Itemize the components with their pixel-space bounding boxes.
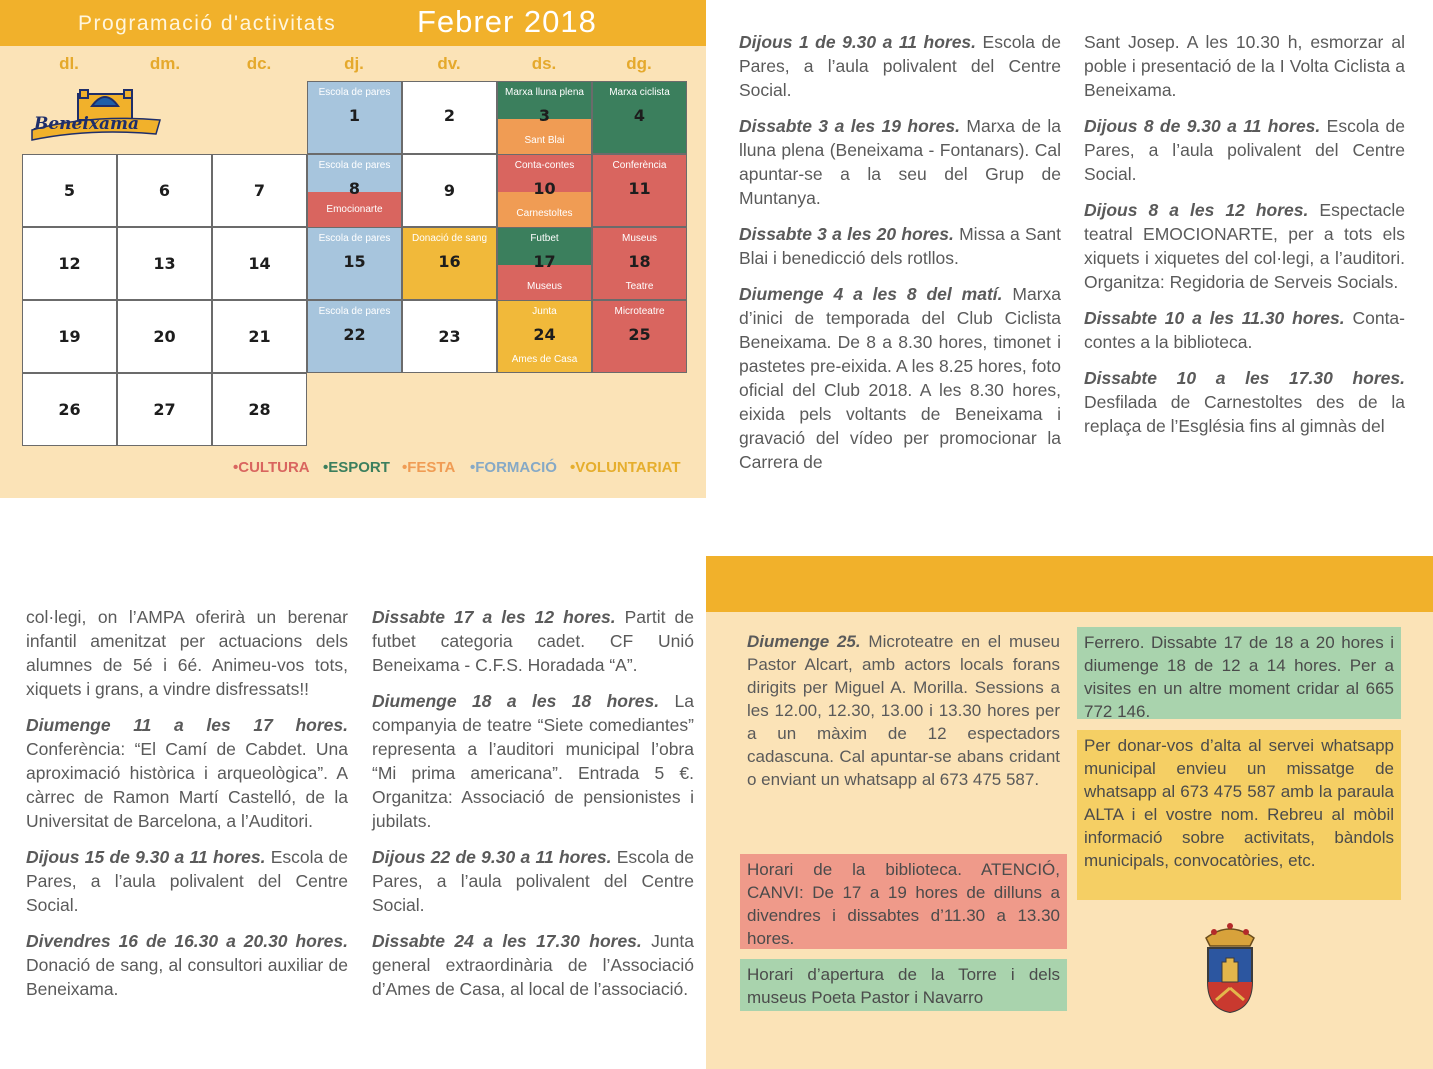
legend-esport: •ESPORT <box>323 459 390 476</box>
day-number: 18 <box>628 252 651 271</box>
day-event-2: Emocionarte <box>326 204 383 215</box>
day-1 <box>307 81 402 154</box>
weekday-mon: dl. <box>59 54 79 73</box>
event-desc: Espectacle teatral EMOCIONARTE, per a tots els xiquets i xiquetes del col·legi, a l’auditori. Organitza: Regidoria de Serveis Socials. <box>1084 200 1406 292</box>
day-event: Donació de sang <box>411 233 488 244</box>
event-entry <box>1084 30 1405 102</box>
day-12 <box>22 227 117 300</box>
legend-festa: •FESTA <box>402 459 456 476</box>
day-8 <box>307 154 402 227</box>
day-16 <box>402 227 497 300</box>
day-6 <box>117 154 212 227</box>
day-event: Marxa ciclista <box>609 87 670 98</box>
event-desc: col·legi, on l’AMPA oferirà un berenar infantil amenitzat per actuacions dels alumnes de 5é i 6é. Animeu-vos tots, xiquets i grans, a vindre disfressats!! <box>26 607 348 699</box>
tower-hours-box: Horari d’apertura de la Torre i dels museus Poeta Pastor i Navarro <box>740 959 1067 1011</box>
day-number: 13 <box>153 254 176 273</box>
day-18 <box>592 227 687 300</box>
info-panel-header <box>706 556 1433 612</box>
day-22 <box>307 300 402 373</box>
day-event-2: Sant Blai <box>524 135 565 146</box>
weekday-sat: ds. <box>531 54 557 73</box>
day-event: Escola de pares <box>318 233 391 244</box>
day-number: 20 <box>153 327 176 346</box>
event-date: Divendres 16 de 16.30 a 20.30 hores. <box>26 931 348 951</box>
event-date: Dijous 8 de 9.30 a 11 hores. <box>1084 116 1321 136</box>
day-event: Museus <box>621 233 657 244</box>
day-event-2: Museus <box>526 281 562 292</box>
day-3 <box>497 81 592 154</box>
day-11 <box>592 154 687 227</box>
event-entry <box>747 630 1060 791</box>
event-entry <box>1084 114 1405 186</box>
weekday-wed: dc. <box>246 54 272 73</box>
day-28 <box>212 373 307 446</box>
event-entry <box>1084 198 1405 294</box>
day-event: Conta-contes <box>514 160 575 171</box>
legend-cultura: •CULTURA <box>233 459 310 476</box>
event-entry <box>372 929 694 1001</box>
event-entry <box>1084 366 1405 438</box>
text-column-3 <box>26 605 348 1013</box>
day-7 <box>212 154 307 227</box>
whatsapp-box: Per donar-vos d’alta al servei whatsapp municipal envieu un missatge de whatsapp al 673 475 587 amb la paraula ALTA i el vostre nom. Rebreu al mòbil informació sobre activitats, bàndols municipals, convocatòries, etc. <box>1077 730 1401 900</box>
day-24 <box>497 300 592 373</box>
day-number: 23 <box>438 327 461 346</box>
event-entry <box>26 605 348 701</box>
weekday-sun: dg. <box>626 54 652 73</box>
text-column-5 <box>747 630 1060 803</box>
day-event: Futbet <box>530 233 559 244</box>
event-date: Dijous 15 de 9.30 a 11 hores. <box>26 847 266 867</box>
event-desc: Missa a Sant Blai i benedicció dels rotllos. <box>739 224 1061 268</box>
legend-voluntariat: •VOLUNTARIAT <box>570 459 681 476</box>
coat-of-arms-icon <box>1200 918 1260 1014</box>
day-15 <box>307 227 402 300</box>
day-event: Escola de pares <box>318 160 391 171</box>
day-number: 9 <box>443 181 456 200</box>
event-date: Dissabte 24 a les 17.30 hores. <box>372 931 642 951</box>
day-25 <box>592 300 687 373</box>
event-date: Diumenge 25. <box>747 632 861 651</box>
day-number: 8 <box>348 179 361 198</box>
event-desc: Conta-contes a la biblioteca. <box>1084 308 1405 352</box>
event-entry <box>26 845 348 917</box>
day-number: 19 <box>58 327 81 346</box>
event-date: Dijous 8 a les 12 hores. <box>1084 200 1309 220</box>
day-20 <box>117 300 212 373</box>
day-14 <box>212 227 307 300</box>
text-column-2 <box>1084 30 1405 450</box>
day-number: 24 <box>533 325 556 344</box>
library-hours-box: Horari de la biblioteca. ATENCIÓ, CANVI: De 17 a 19 hores de dilluns a divendres i dissabtes d’11.30 a 13.30 hores. <box>740 854 1067 949</box>
day-number: 16 <box>438 252 461 271</box>
day-17 <box>497 227 592 300</box>
weekday-thu: dj. <box>344 54 364 73</box>
event-date: Dissabte 10 a les 11.30 hores. <box>1084 308 1345 328</box>
event-date: Dissabte 3 a les 19 hores. <box>739 116 960 136</box>
event-desc: Donació de sang, al consultori auxiliar de Beneixama. <box>26 955 348 999</box>
event-entry <box>739 114 1061 210</box>
day-19 <box>22 300 117 373</box>
day-number: 28 <box>248 400 271 419</box>
event-desc: Partit de futbet categoria cadet. CF Unió Beneixama - C.F.S. Horadada “A”. <box>372 607 694 675</box>
day-number: 17 <box>533 252 556 271</box>
event-date: Diumenge 4 a les 8 del matí. <box>739 284 1003 304</box>
event-date: Diumenge 18 a les 18 hores. <box>372 691 660 711</box>
event-date: Dijous 22 de 9.30 a 11 hores. <box>372 847 612 867</box>
day-27 <box>117 373 212 446</box>
day-number: 5 <box>63 181 76 200</box>
event-entry <box>372 689 694 833</box>
museum-visits-box: Ferrero. Dissabte 17 de 18 a 20 hores i diumenge 18 de 12 a 14 hores. Per a visites en un altre moment cridar al 665 772 146. <box>1077 627 1401 719</box>
day-event: Conferència <box>612 160 667 171</box>
day-number: 22 <box>343 325 366 344</box>
legend-formacio: •FORMACIÓ <box>470 459 557 476</box>
event-desc: Escola de Pares, a l’aula polivalent del Centre Social. <box>1084 116 1405 184</box>
event-entry <box>739 282 1061 474</box>
event-entry <box>26 713 348 833</box>
event-date: Diumenge 11 a les 17 hores. <box>26 715 348 735</box>
day-21 <box>212 300 307 373</box>
event-desc: Marxa d’inici de temporada del Club Ciclista Beneixama. De 8 a 8.30 hores, timonet i pastetes pre-eixida. A les 8.25 hores, foto oficial del Club 2018. A les 8.30 hores, eixida pels voltants de Beneixama i gravació del vídeo per promocionar la Carrera de <box>739 284 1062 472</box>
logo-text: Beneixama <box>34 114 139 134</box>
day-5 <box>22 154 117 227</box>
event-date: Dissabte 3 a les 20 hores. <box>739 224 954 244</box>
weekday-tue: dm. <box>149 54 181 73</box>
day-number: 14 <box>248 254 271 273</box>
day-event-2: Carnestoltes <box>516 208 573 219</box>
event-desc: Junta general extraordinària de l’Associació d’Ames de Casa, al local de l’associació. <box>372 931 694 999</box>
event-desc: Escola de Pares, a l’aula polivalent del Centre Social. <box>372 847 695 915</box>
day-number: 6 <box>158 181 171 200</box>
day-number: 26 <box>58 400 81 419</box>
day-number: 3 <box>538 106 551 125</box>
event-desc: Marxa de la lluna plena (Beneixama - Fontanars). Cal apuntar-se a la seu del Grup de Muntanya. <box>739 116 1061 208</box>
day-number: 4 <box>633 106 646 125</box>
day-number: 1 <box>348 106 361 125</box>
event-desc: Escola de Pares, a l’aula polivalent del Centre Social. <box>739 32 1061 100</box>
text-column-4 <box>372 605 694 1013</box>
day-number: 10 <box>533 179 556 198</box>
calendar-header <box>0 0 706 46</box>
event-date: Dissabte 10 a les 17.30 hores. <box>1084 368 1405 388</box>
day-event: Marxa lluna plena <box>505 87 584 98</box>
calendar-month: Febrer 2018 <box>417 4 597 39</box>
event-entry <box>739 30 1061 102</box>
weekday-fri: dv. <box>437 54 461 73</box>
day-event-2: Teatre <box>625 281 654 292</box>
day-4 <box>592 81 687 154</box>
event-desc: Conferència: “El Camí de Cabdet. Una aproximació històrica i arqueològica”. A càrrec de Ramon Martí Castelló, de la Universitat de Barcelona, a l’Auditori. <box>26 739 348 831</box>
coat-of-arms <box>1200 918 1260 1014</box>
event-entry <box>739 222 1061 270</box>
day-2 <box>402 81 497 154</box>
day-23 <box>402 300 497 373</box>
day-number: 25 <box>628 325 651 344</box>
day-number: 11 <box>628 179 651 198</box>
event-entry <box>1084 306 1405 354</box>
event-entry <box>372 605 694 677</box>
day-event: Escola de pares <box>318 306 391 317</box>
day-number: 15 <box>343 252 366 271</box>
day-9 <box>402 154 497 227</box>
event-desc: Microteatre en el museu Pastor Alcart, amb actors locals forans dirigits per Miguel A. Morilla. Sessions a les 12.00, 12.30, 13.00 i 13.30 hores per a un màxim de 12 espectadors cadascuna. Cal apuntar-se abans cridant o enviant un whatsapp al 673 475 587. <box>747 632 1060 789</box>
day-number: 2 <box>443 106 456 125</box>
event-desc: Sant Josep. A les 10.30 h, esmorzar al poble i presentació de la I Volta Ciclista a Beneixama. <box>1084 32 1405 100</box>
event-date: Dijous 1 de 9.30 a 11 hores. <box>739 32 977 52</box>
text-column-1 <box>739 30 1061 486</box>
event-desc: Desfilada de Carnestoltes des de la replaça de l’Església fins al gimnàs del <box>1084 392 1405 436</box>
event-desc: Escola de Pares, a l’aula polivalent del Centre Social. <box>26 847 349 915</box>
day-event: Microteatre <box>614 306 665 317</box>
day-number: 21 <box>248 327 271 346</box>
day-number: 7 <box>253 181 266 200</box>
day-13 <box>117 227 212 300</box>
day-number: 27 <box>153 400 176 419</box>
day-event-2: Ames de Casa <box>511 354 578 365</box>
event-date: Dissabte 17 a les 12 hores. <box>372 607 616 627</box>
day-26 <box>22 373 117 446</box>
calendar-title: Programació d'activitats <box>78 12 337 35</box>
day-10 <box>497 154 592 227</box>
day-number: 12 <box>58 254 81 273</box>
event-desc: La companyia de teatre “Siete comediantes” representa a l’auditori municipal l’obra “Mi prima americana”. Entrada 5 €. Organitza: Associació de pensionistes i jubilats. <box>372 691 694 831</box>
event-entry <box>26 929 348 1001</box>
beneixama-logo <box>30 84 162 144</box>
event-entry <box>372 845 694 917</box>
day-event: Junta <box>532 306 557 317</box>
day-event: Escola de pares <box>318 87 391 98</box>
